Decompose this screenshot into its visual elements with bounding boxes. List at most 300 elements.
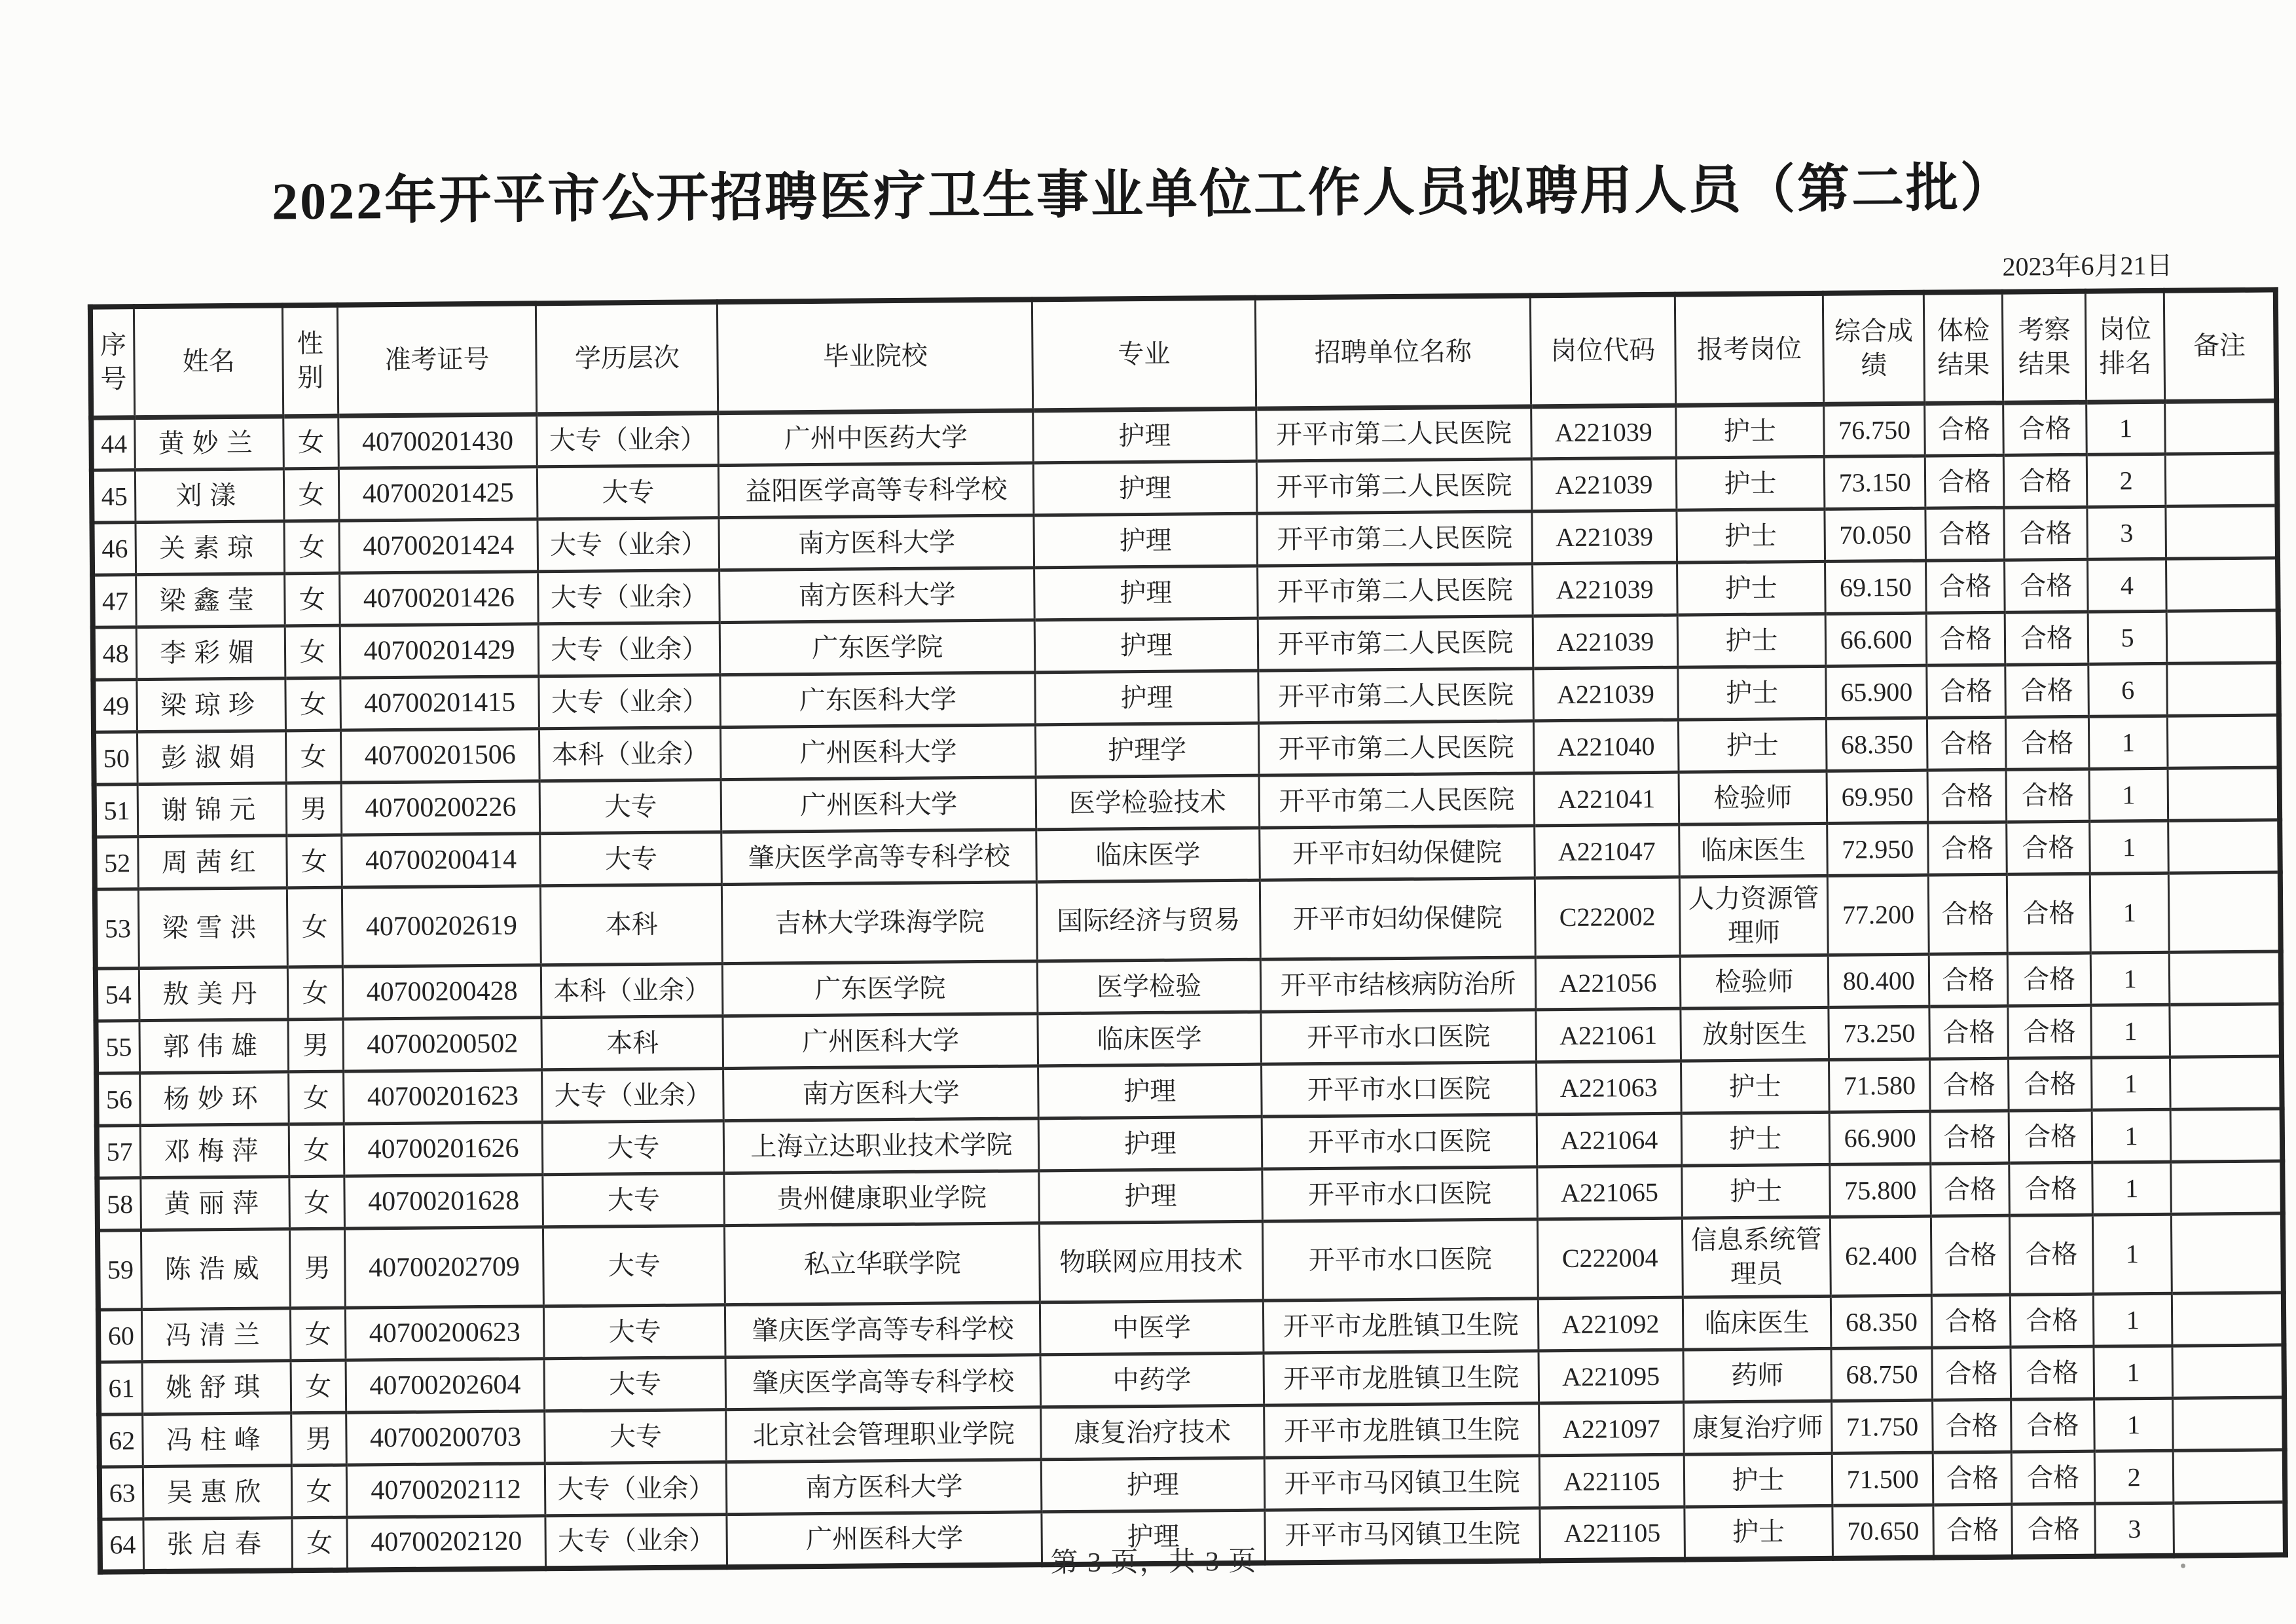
cell: 康复治疗师 bbox=[1683, 1401, 1832, 1454]
cell: 40700200226 bbox=[341, 781, 540, 835]
cell: 本科（业余） bbox=[539, 728, 721, 781]
cell: 护士 bbox=[1681, 1112, 1831, 1166]
cell bbox=[2167, 663, 2279, 716]
cell: 广州医科大学 bbox=[723, 1014, 1038, 1069]
cell: 合格 bbox=[1928, 822, 2007, 875]
cell: 邓梅萍 bbox=[140, 1124, 289, 1178]
col-header-school: 毕业院校 bbox=[718, 299, 1033, 413]
cell: 45 bbox=[92, 470, 136, 523]
cell: 72.950 bbox=[1827, 822, 1928, 876]
cell: 药师 bbox=[1683, 1348, 1832, 1402]
cell: 检验师 bbox=[1679, 771, 1828, 824]
cell: 广州医科大学 bbox=[721, 777, 1036, 832]
cell: 40700202619 bbox=[342, 886, 541, 967]
cell: 1 bbox=[2090, 873, 2169, 953]
cell: A221092 bbox=[1539, 1297, 1683, 1351]
cell: 合格 bbox=[2003, 402, 2086, 455]
cell: A221061 bbox=[1536, 1008, 1681, 1062]
cell: 女 bbox=[292, 1517, 347, 1570]
cell: 临床医学 bbox=[1038, 1012, 1261, 1066]
cell: 合格 bbox=[2011, 1346, 2094, 1399]
cell: 56 bbox=[96, 1073, 140, 1126]
cell: 合格 bbox=[2009, 1058, 2092, 1111]
cell: 合格 bbox=[1926, 612, 2005, 665]
cell: 69.150 bbox=[1825, 561, 1926, 614]
cell: 护理 bbox=[1034, 513, 1257, 568]
cell: 合格 bbox=[1931, 1295, 2011, 1348]
cell: 信息系统管理员 bbox=[1682, 1217, 1831, 1297]
cell: 大专 bbox=[540, 832, 722, 886]
cell: 冯清兰 bbox=[142, 1308, 291, 1362]
cell bbox=[2166, 506, 2278, 559]
cell: 黄丽萍 bbox=[141, 1177, 290, 1230]
cell: 护士 bbox=[1677, 614, 1827, 667]
cell: 开平市马冈镇卫生院 bbox=[1264, 1508, 1540, 1562]
cell: 大专（业余） bbox=[542, 1069, 724, 1122]
cell: 护理 bbox=[1033, 409, 1256, 463]
cell: 68.350 bbox=[1827, 718, 1927, 771]
cell: 关素琼 bbox=[136, 521, 285, 575]
cell: 医学检验技术 bbox=[1036, 775, 1259, 830]
cell: 男 bbox=[290, 1228, 345, 1308]
cell: 开平市第二人民医院 bbox=[1256, 459, 1532, 513]
cell: C222002 bbox=[1535, 877, 1680, 957]
cell: 彭淑娟 bbox=[137, 731, 287, 784]
cell: 合格 bbox=[2012, 1504, 2095, 1557]
cell: 女 bbox=[289, 1124, 344, 1177]
cell bbox=[2170, 1056, 2282, 1109]
cell: 护理 bbox=[1034, 618, 1258, 673]
col-header-employer: 招聘单位名称 bbox=[1255, 295, 1531, 409]
cell: 40700200502 bbox=[343, 1018, 542, 1071]
cell: 3 bbox=[2095, 1503, 2174, 1556]
cell: 南方医科大学 bbox=[727, 1460, 1042, 1515]
cell: 77.200 bbox=[1828, 875, 1929, 955]
cell: 合格 bbox=[2009, 1110, 2092, 1163]
cell: 梁鑫莹 bbox=[136, 574, 285, 627]
cell: 1 bbox=[2094, 1346, 2173, 1399]
cell: 46 bbox=[92, 523, 136, 576]
cell: 开平市第二人民医院 bbox=[1258, 669, 1533, 723]
cell: 54 bbox=[96, 969, 139, 1022]
col-header-exam-id: 准考证号 bbox=[337, 303, 537, 416]
cell: 开平市妇幼保健院 bbox=[1260, 878, 1536, 959]
cell: 40700201626 bbox=[344, 1122, 543, 1176]
cell: 护士 bbox=[1684, 1505, 1833, 1559]
cell: 6 bbox=[2088, 663, 2168, 716]
cell: 肇庆医学高等专科学校 bbox=[725, 1355, 1040, 1410]
col-header-rank: 岗位排名 bbox=[2085, 291, 2164, 402]
cell: 肇庆医学高等专科学校 bbox=[721, 830, 1036, 885]
cell: 66.600 bbox=[1826, 613, 1927, 666]
cell: 合格 bbox=[1927, 769, 2007, 822]
cell: 女 bbox=[288, 967, 343, 1020]
cell: 合格 bbox=[1927, 665, 2006, 718]
cell: 76.750 bbox=[1824, 403, 1925, 456]
cell: 护士 bbox=[1677, 666, 1827, 720]
cell: 63 bbox=[100, 1467, 143, 1520]
cell: 合格 bbox=[2010, 1215, 2094, 1295]
cell: 62.400 bbox=[1831, 1216, 1931, 1296]
cell: 40700200623 bbox=[345, 1306, 544, 1360]
cell bbox=[2172, 1213, 2284, 1293]
cell: A221039 bbox=[1531, 405, 1676, 459]
cell: 1 bbox=[2088, 716, 2168, 769]
cell: 合格 bbox=[1930, 1058, 2009, 1111]
cell: 合格 bbox=[1931, 1215, 2010, 1295]
cell: A221039 bbox=[1532, 510, 1677, 564]
cell: 合格 bbox=[1925, 455, 2004, 508]
cell: 合格 bbox=[2006, 769, 2089, 822]
cell: 40700200428 bbox=[342, 965, 541, 1019]
cell: 合格 bbox=[2008, 1005, 2091, 1058]
cell: A221040 bbox=[1534, 720, 1679, 773]
cell: 53 bbox=[95, 889, 139, 969]
cell: 护理 bbox=[1033, 461, 1256, 515]
cell: A221047 bbox=[1535, 824, 1679, 878]
cell bbox=[2172, 1293, 2284, 1346]
cell: 男 bbox=[291, 1412, 346, 1466]
col-header-physical-result: 体检结果 bbox=[1923, 292, 2003, 403]
cell: 物联网应用技术 bbox=[1040, 1221, 1263, 1302]
cell: 大专 bbox=[540, 780, 722, 834]
cell: A221063 bbox=[1537, 1061, 1681, 1115]
cell: 73.250 bbox=[1829, 1006, 1929, 1060]
cell: 女 bbox=[291, 1360, 346, 1413]
cell: 合格 bbox=[2006, 716, 2089, 769]
cell: 5 bbox=[2088, 611, 2167, 664]
cell: 护士 bbox=[1681, 1164, 1831, 1218]
cell: 40700202604 bbox=[346, 1359, 545, 1412]
cell: 合格 bbox=[2005, 612, 2088, 665]
cell: 40700202120 bbox=[347, 1516, 546, 1570]
cell: 护士 bbox=[1684, 1453, 1833, 1507]
cell: A221064 bbox=[1537, 1113, 1681, 1167]
cell: 开平市第二人民医院 bbox=[1257, 564, 1533, 618]
cell: 49 bbox=[93, 680, 137, 733]
cell: 开平市第二人民医院 bbox=[1256, 407, 1531, 461]
cell: 敖美丹 bbox=[139, 967, 289, 1021]
cell: 陈浩威 bbox=[141, 1229, 291, 1310]
cell: A221039 bbox=[1531, 458, 1676, 511]
cell: 中医学 bbox=[1040, 1301, 1264, 1355]
cell bbox=[2168, 715, 2280, 768]
cell: 广东医学院 bbox=[720, 620, 1035, 675]
cell: 张启春 bbox=[143, 1518, 293, 1572]
cell: 广州中医药大学 bbox=[718, 411, 1033, 466]
page-footer: 第 3 页，共 3 页 bbox=[1050, 1546, 1258, 1579]
scan-artifact bbox=[2181, 1564, 2185, 1568]
cell: 60 bbox=[98, 1310, 142, 1363]
cell: 1 bbox=[2086, 401, 2166, 454]
cell: 合格 bbox=[1929, 953, 2008, 1006]
cell: A221095 bbox=[1539, 1350, 1683, 1403]
cell bbox=[2170, 1109, 2282, 1162]
cell: 合格 bbox=[1933, 1504, 2013, 1557]
cell bbox=[2168, 767, 2280, 821]
cell: 护士 bbox=[1677, 561, 1826, 615]
cell: 1 bbox=[2090, 952, 2170, 1005]
cell: 40700201424 bbox=[339, 519, 538, 573]
cell: A221056 bbox=[1535, 956, 1680, 1010]
cell: 谢锦元 bbox=[137, 783, 287, 837]
cell: 40700200703 bbox=[346, 1411, 545, 1465]
cell: 女 bbox=[289, 1071, 344, 1124]
cell: 男 bbox=[288, 1019, 343, 1072]
cell: 开平市第二人民医院 bbox=[1258, 616, 1533, 671]
cell bbox=[2171, 1161, 2283, 1214]
cell: 1 bbox=[2091, 1005, 2170, 1058]
cell: 护士 bbox=[1678, 718, 1827, 772]
cell: 吉林大学珠海学院 bbox=[722, 882, 1038, 964]
cell bbox=[2170, 1004, 2282, 1057]
cell: 1 bbox=[2090, 821, 2169, 874]
cell: 男 bbox=[286, 783, 341, 836]
cell: A221039 bbox=[1533, 615, 1677, 669]
cell: 开平市水口医院 bbox=[1261, 1010, 1537, 1064]
cell: 大专 bbox=[543, 1121, 725, 1175]
cell: 女 bbox=[287, 835, 342, 888]
cell: 刘漾 bbox=[136, 469, 285, 523]
cell: 南方医科大学 bbox=[723, 1066, 1038, 1121]
cell: 中药学 bbox=[1040, 1353, 1264, 1407]
cell: 68.750 bbox=[1831, 1348, 1932, 1401]
cell: 人力资源管理师 bbox=[1679, 876, 1829, 956]
cell: 合格 bbox=[2009, 1162, 2092, 1215]
cell: 本科 bbox=[541, 1016, 723, 1070]
cell: 开平市第二人民医院 bbox=[1259, 773, 1535, 828]
cell: 大专（业余） bbox=[539, 675, 721, 729]
cell: 护理 bbox=[1042, 1510, 1265, 1564]
cell: 开平市龙胜镇卫生院 bbox=[1264, 1403, 1539, 1458]
col-header-name: 姓名 bbox=[134, 305, 283, 417]
cell: 女 bbox=[289, 1176, 344, 1229]
cell: 杨妙环 bbox=[140, 1072, 289, 1126]
cell: 1 bbox=[2089, 768, 2168, 821]
cell: 1 bbox=[2094, 1398, 2174, 1451]
cell: 合格 bbox=[1931, 1163, 2010, 1216]
cell: 郭伟雄 bbox=[139, 1020, 289, 1073]
cell: 南方医科大学 bbox=[720, 568, 1034, 623]
cell: A221065 bbox=[1537, 1166, 1682, 1219]
cell: 合格 bbox=[2007, 821, 2090, 874]
cell: 本科（业余） bbox=[541, 964, 723, 1018]
cell: 开平市第二人民医院 bbox=[1258, 721, 1534, 775]
col-header-post: 报考岗位 bbox=[1675, 293, 1824, 405]
cell: 私立华联学院 bbox=[725, 1223, 1040, 1305]
cell: 大专（业余） bbox=[537, 413, 719, 467]
cell: 58 bbox=[97, 1178, 141, 1231]
cell: 70.050 bbox=[1825, 508, 1925, 561]
cell: 2 bbox=[2086, 454, 2166, 507]
cell: 广州医科大学 bbox=[727, 1512, 1042, 1567]
cell: 南方医科大学 bbox=[719, 515, 1034, 570]
cell: A221097 bbox=[1539, 1402, 1684, 1456]
cell: 合格 bbox=[2011, 1399, 2094, 1452]
cell: 开平市龙胜镇卫生院 bbox=[1263, 1299, 1539, 1353]
cell: 国际经济与贸易 bbox=[1036, 880, 1260, 961]
cell: 开平市水口医院 bbox=[1261, 1062, 1537, 1116]
cell: 护理 bbox=[1038, 1116, 1262, 1171]
cell: 开平市马冈镇卫生院 bbox=[1264, 1456, 1540, 1510]
cell bbox=[2169, 951, 2281, 1005]
cell: A221041 bbox=[1534, 772, 1679, 826]
cell: 女 bbox=[292, 1465, 347, 1518]
cell: 1 bbox=[2092, 1162, 2172, 1215]
cell: 护理 bbox=[1039, 1169, 1262, 1223]
cell: 51 bbox=[94, 784, 138, 838]
col-header-gender: 性别 bbox=[283, 305, 338, 416]
cell: 康复治疗技术 bbox=[1041, 1405, 1264, 1460]
cell: 52 bbox=[94, 837, 138, 890]
cell: 44 bbox=[91, 418, 135, 471]
cell: 66.900 bbox=[1830, 1111, 1931, 1164]
cell: 女 bbox=[284, 521, 339, 574]
cell: 临床医学 bbox=[1036, 828, 1260, 882]
cell: 合格 bbox=[2005, 559, 2088, 612]
cell: 40700201425 bbox=[338, 467, 538, 521]
cell: 大专（业余） bbox=[538, 518, 720, 572]
cell: 59 bbox=[98, 1230, 142, 1310]
col-header-remark: 备注 bbox=[2164, 289, 2276, 401]
cell: 北京社会管理职业学院 bbox=[726, 1407, 1041, 1462]
cell: 71.750 bbox=[1832, 1400, 1933, 1453]
cell: 大专（业余） bbox=[545, 1462, 727, 1516]
cell bbox=[2168, 820, 2280, 873]
cell: 4 bbox=[2088, 559, 2167, 612]
cell: 梁雪洪 bbox=[139, 888, 288, 969]
cell: 合格 bbox=[2011, 1294, 2094, 1347]
cell: 合格 bbox=[2004, 507, 2087, 560]
cell: 大专 bbox=[538, 466, 720, 519]
cell: 肇庆医学高等专科学校 bbox=[725, 1302, 1040, 1357]
cell: 大专 bbox=[545, 1410, 727, 1464]
cell: 55 bbox=[96, 1021, 139, 1074]
cell: 护理 bbox=[1041, 1458, 1264, 1512]
cell: 女 bbox=[287, 887, 342, 967]
cell: 女 bbox=[285, 625, 340, 678]
cell bbox=[2166, 610, 2278, 663]
cell: 护理 bbox=[1038, 1064, 1262, 1118]
cell: 开平市龙胜镇卫生院 bbox=[1264, 1351, 1539, 1405]
cell: 临床医生 bbox=[1679, 823, 1828, 877]
cell: 姚舒琪 bbox=[142, 1361, 291, 1414]
cell: 40700201430 bbox=[338, 415, 537, 468]
cell: 69.950 bbox=[1827, 770, 1928, 823]
cell: 吴惠欣 bbox=[143, 1466, 293, 1519]
cell: 71.580 bbox=[1829, 1059, 1930, 1112]
cell: 开平市水口医院 bbox=[1262, 1115, 1537, 1169]
cell: 女 bbox=[285, 678, 340, 731]
cell: 大专 bbox=[544, 1305, 726, 1359]
cell: 大专 bbox=[543, 1173, 725, 1227]
cell: 50 bbox=[94, 732, 137, 785]
cell: 大专 bbox=[543, 1226, 725, 1306]
cell: 64 bbox=[100, 1519, 143, 1572]
cell: 本科 bbox=[541, 885, 723, 965]
cell: 40700201506 bbox=[340, 729, 539, 783]
cell: 合格 bbox=[1933, 1399, 2012, 1452]
cell: 女 bbox=[286, 730, 341, 783]
cell bbox=[2172, 1345, 2284, 1398]
cell: 合格 bbox=[2007, 953, 2090, 1006]
cell: 护理 bbox=[1034, 566, 1258, 620]
cell: A221105 bbox=[1539, 1454, 1684, 1508]
cell: 40700200414 bbox=[341, 834, 540, 887]
cell: 广州医科大学 bbox=[721, 725, 1036, 780]
cell: 1 bbox=[2093, 1293, 2172, 1346]
table-body bbox=[91, 401, 2286, 1572]
header-row bbox=[90, 289, 2276, 418]
page-title: 2022年开平市公开招聘医疗卫生事业单位工作人员拟聘用人员（第二批） bbox=[271, 159, 2015, 231]
cell: 贵州健康职业学院 bbox=[724, 1171, 1039, 1226]
cell: 1 bbox=[2092, 1109, 2171, 1162]
cell: 女 bbox=[285, 573, 340, 626]
cell: 合格 bbox=[1925, 403, 2004, 456]
cell: 护士 bbox=[1675, 404, 1825, 458]
cell: 70.650 bbox=[1832, 1505, 1933, 1558]
cell: 黄妙兰 bbox=[135, 416, 284, 470]
cell: 护士 bbox=[1676, 456, 1825, 510]
cell bbox=[2173, 1397, 2285, 1450]
cell: 40700202709 bbox=[344, 1227, 544, 1308]
cell: 57 bbox=[97, 1126, 141, 1179]
cell: 合格 bbox=[1932, 1347, 2011, 1400]
cell: 合格 bbox=[2011, 1451, 2094, 1504]
cell: 女 bbox=[291, 1308, 346, 1361]
cell: 80.400 bbox=[1829, 954, 1929, 1007]
cell: 47 bbox=[92, 575, 136, 628]
cell bbox=[2168, 872, 2280, 952]
cell: 开平市水口医院 bbox=[1262, 1167, 1537, 1221]
cell: 护士 bbox=[1676, 509, 1825, 563]
cell: 开平市妇幼保健院 bbox=[1259, 826, 1535, 880]
cell: 大专（业余） bbox=[538, 570, 720, 624]
cell: 2 bbox=[2094, 1450, 2174, 1504]
document-date: 2023年6月21日 bbox=[2002, 250, 2173, 282]
col-header-major: 专业 bbox=[1032, 298, 1256, 411]
cell: 开平市水口医院 bbox=[1262, 1219, 1539, 1301]
cell: 临床医生 bbox=[1683, 1296, 1832, 1350]
cell: 女 bbox=[283, 416, 338, 469]
cell: 合格 bbox=[1926, 560, 2005, 613]
cell: 大专 bbox=[544, 1357, 726, 1411]
cell: 检验师 bbox=[1680, 955, 1829, 1008]
cell: 护理 bbox=[1035, 671, 1258, 725]
cell: 合格 bbox=[1930, 1111, 2009, 1164]
col-header-index: 序号 bbox=[90, 306, 135, 418]
cell: 梁琼珍 bbox=[137, 678, 286, 732]
cell: C222004 bbox=[1538, 1218, 1683, 1299]
cell: 62 bbox=[99, 1414, 143, 1467]
cell bbox=[2173, 1450, 2285, 1503]
cell: 40700202112 bbox=[346, 1464, 545, 1517]
cell: A221105 bbox=[1540, 1507, 1685, 1560]
col-header-education: 学历层次 bbox=[536, 302, 718, 415]
cell: 广东医科大学 bbox=[720, 673, 1035, 728]
table-header bbox=[90, 289, 2276, 418]
cell: 61 bbox=[99, 1362, 143, 1415]
cell: 女 bbox=[284, 468, 339, 521]
cell: 40700201426 bbox=[339, 572, 538, 625]
cell bbox=[2165, 401, 2277, 454]
cell: 上海立达职业技术学院 bbox=[724, 1118, 1039, 1173]
cell: 周茜红 bbox=[138, 836, 287, 889]
col-header-score: 综合成绩 bbox=[1823, 293, 1925, 405]
cell bbox=[2165, 453, 2277, 506]
cell: 73.150 bbox=[1825, 456, 1925, 509]
cell: 合格 bbox=[2007, 874, 2090, 953]
